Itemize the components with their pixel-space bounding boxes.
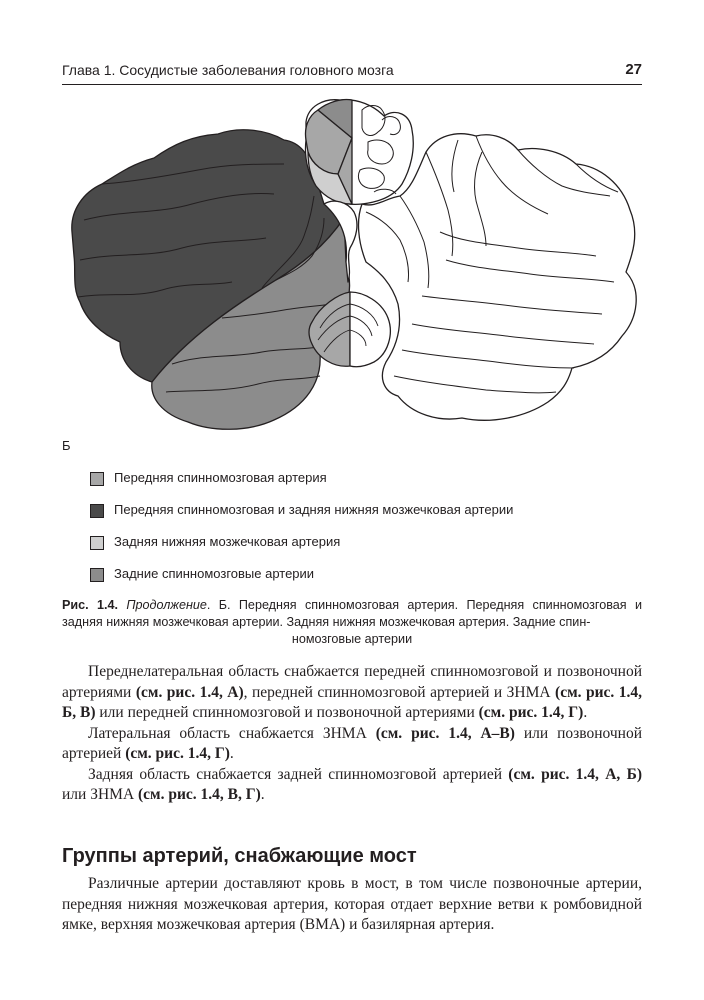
caption-label: Рис. 1.4. [62, 598, 119, 612]
body-paragraphs [62, 662, 642, 806]
figure-reference: (см. рис. 1.4, В, Г) [138, 786, 261, 803]
figure-reference: (см. рис. 1.4, Г) [125, 745, 230, 762]
figure-reference: (см. рис. 1.4, Г) [478, 704, 584, 721]
legend-swatch [90, 536, 104, 550]
figure-cerebellum-medulla [62, 92, 642, 452]
legend-label: Передняя спинномозговая и задняя нижняя мозжечковая артерии [114, 502, 514, 517]
paragraph: Переднелатеральная область снабжается передней спинномозговой и позвоночной артериями (см. рис. 1.4, А), передней спинномозговой артерией и ЗНМА (см. рис. 1.4, Б, В) или передней спинномозговой и позвоночной артериями (см. рис. 1.4, Г). [62, 663, 643, 721]
figure-reference: (см. рис. 1.4, Б, В) [62, 683, 643, 721]
caption-last-line: номозговые артерии [291, 632, 413, 646]
tonsil-right [350, 292, 390, 367]
paragraph: Латеральная область снабжается ЗНМА (см. рис. 1.4, А–В) или позвоночной артерией (см. рис. 1.4, Г). [62, 724, 642, 762]
paragraph: Различные артерии доставляют кровь в мост, в том числе позвоночные артерии, передняя нижняя мозжечковая артерия, которая отдает верхние ветви к ромбовидной ямке, верхняя мозжечковая артерия (ВМА) и базилярная артерия. [62, 875, 642, 933]
section-heading: Группы артерий, снабжающие мост [62, 845, 417, 867]
figure-reference: (см. рис. 1.4, А–В) [375, 724, 515, 742]
legend-swatch [90, 568, 104, 582]
legend-label: Задняя нижняя мозжечковая артерия [114, 534, 341, 549]
figure-reference: (см. рис. 1.4, А, Б) [508, 765, 642, 783]
cerebellum-illustration [62, 92, 642, 452]
running-header [62, 58, 642, 85]
caption-continuation: Продолжение [126, 598, 207, 612]
legend-label: Задние спинномозговые артерии [114, 566, 315, 581]
figure-caption [62, 597, 642, 648]
section-body [62, 874, 642, 936]
paragraph: Задняя область снабжается задней спинномозговой артерией (см. рис. 1.4, А, Б) или ЗНМА (см. рис. 1.4, В, Г). [62, 765, 642, 803]
page-number: 27 [625, 61, 642, 78]
caption-text: . Б. Передняя спинномозговая артерия. Передняя спинномозговая и задняя нижняя мозжечковая артерии. Задняя нижняя мозжечковая артерия. Задние спин- [62, 598, 642, 629]
legend-label: Передняя спинномозговая артерия [114, 470, 327, 485]
legend-swatch [90, 504, 104, 518]
running-title: Глава 1. Сосудистые заболевания головного мозга [62, 62, 394, 78]
figure-reference: (см. рис. 1.4, А) [135, 683, 244, 701]
legend-swatch [90, 472, 104, 486]
figure-panel-letter: Б [62, 438, 71, 453]
